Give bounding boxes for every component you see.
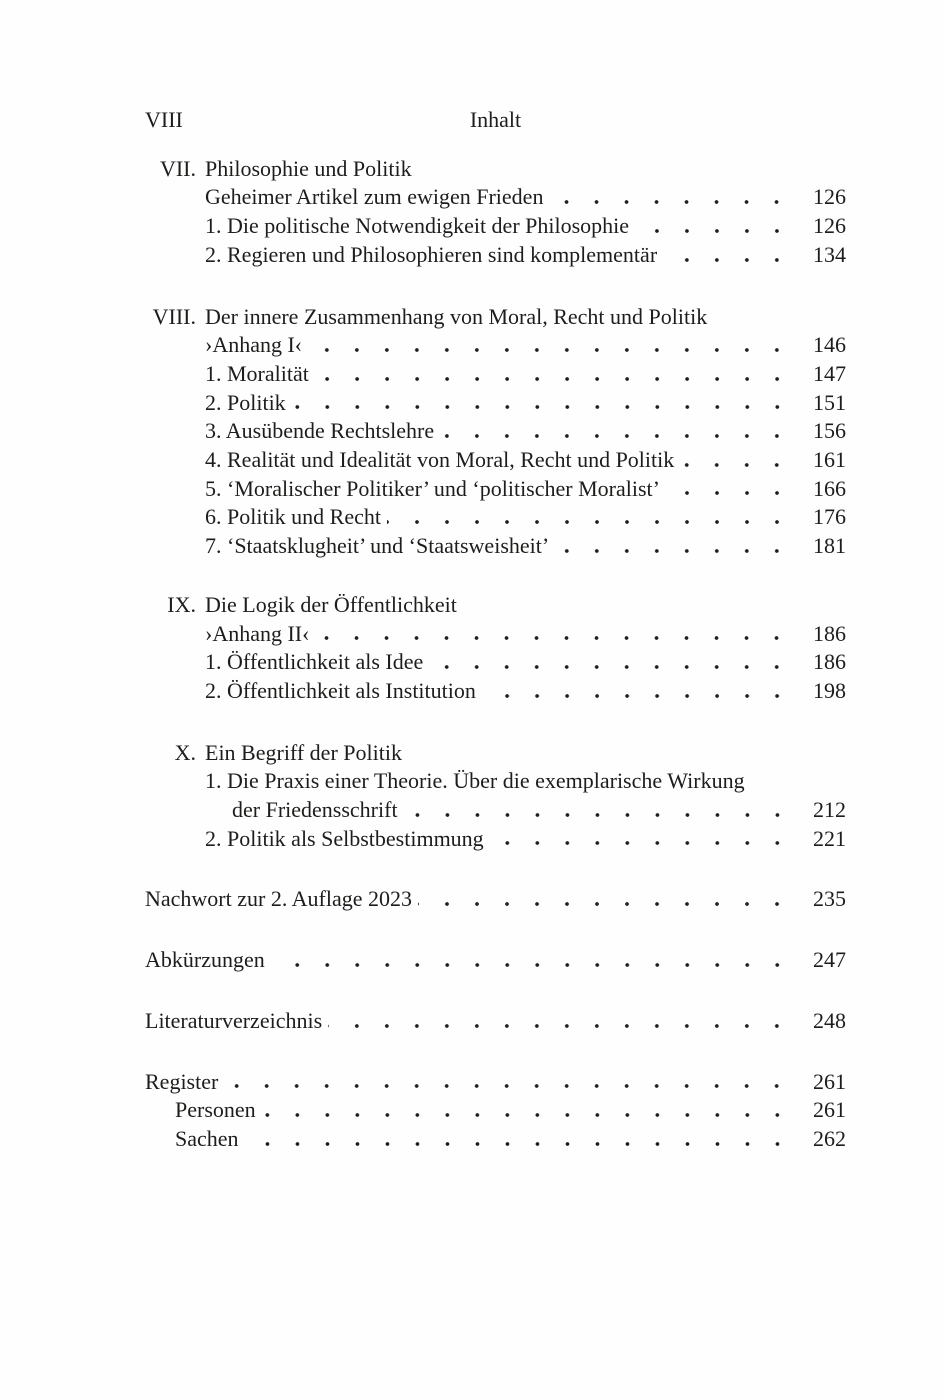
toc-row [145,677,846,706]
dot-leader [262,1096,792,1125]
dot-leader [387,503,792,532]
toc-entry-text: Personen [175,1097,256,1123]
toc-entry-text: 2. Politik als Selbstbestimmung [205,825,484,851]
page-title: Inhalt [469,107,522,132]
section-numeral: VII. [159,155,196,181]
dot-leader [440,417,792,446]
toc-entry-text: 4. Realität und Idealität von Moral, Recht und Politik [205,447,675,473]
toc-page-number: 151 [813,389,846,415]
toc-row [145,331,846,360]
toc-row [145,446,846,475]
toc-page-number: 262 [813,1125,846,1151]
dot-leader [315,620,792,649]
toc-page-number: 198 [813,677,846,703]
toc-entry-text: Die Logik der Öffentlichkeit [205,591,457,617]
section-numeral: IX. [167,591,196,617]
toc-page-number: 166 [813,475,846,501]
toc-entry-text: Philosophie und Politik [205,155,412,181]
dot-leader [271,946,792,975]
toc-entry-text: Register [145,1068,219,1094]
toc-row [145,532,846,561]
toc-entry-text: Ein Begriff der Politik [205,739,402,765]
toc-page-number: 248 [813,1007,846,1033]
toc-entry-text: 1. Die politische Notwendigkeit der Philosophie [205,213,630,239]
toc-page-number: 186 [813,620,846,646]
toc-page-number: 126 [813,213,846,239]
toc-page-number: 161 [813,447,846,473]
toc-page-number: 176 [813,504,846,530]
section-numeral: VIII. [152,303,196,329]
dot-leader [680,446,792,475]
toc-page-number: 261 [813,1068,846,1094]
toc-entry-text: 2. Regieren und Philosophieren sind komplementär [205,241,658,267]
toc-row [145,825,846,854]
toc-entry-text: 2. Politik [205,389,286,415]
toc-entry-text: 1. Moralität [205,360,309,386]
toc-page-number: 212 [813,797,846,823]
toc-row [145,503,846,532]
toc-page-number: 261 [813,1097,846,1123]
toc-entry-text: 6. Politik und Recht [205,504,381,530]
toc-row-abkuerzungen [145,946,846,975]
toc-row [145,303,846,332]
toc-entry-text: der Friedensschrift [232,797,398,823]
toc-entry-text: Abkürzungen [145,947,265,973]
toc-entry-text: Geheimer Artikel zum ewigen Frieden [205,184,544,210]
running-head-folio: VIII [145,107,183,132]
toc-page-number: 147 [813,360,846,386]
toc-entry-text: 1. Öffentlichkeit als Idee [205,649,424,675]
toc-section-ix [145,591,846,706]
toc-row [145,591,846,620]
toc-page-number: 181 [813,533,846,559]
toc-row-sachen [145,1125,846,1154]
dot-leader [245,1125,792,1154]
toc-entry-text: Der innere Zusammenhang von Moral, Recht und Politik [205,303,708,329]
dot-leader [429,648,792,677]
toc-row-literaturverzeichnis [145,1007,846,1036]
toc-entry-text: 5. ‘Moralischer Politiker’ und ‘politischer Moralist’ [205,475,660,501]
toc-row [145,739,846,768]
toc-entry-text: Literaturverzeichnis [145,1007,323,1033]
dot-leader [328,1007,792,1036]
toc-entry-text: 1. Die Praxis einer Theorie. Über die exemplarische Wirkung [205,768,745,794]
section-numeral: X. [174,739,196,765]
toc-row [145,155,846,184]
toc-row [145,360,846,389]
dot-leader [555,532,792,561]
toc-page-number: 235 [813,886,846,912]
toc-row [145,648,846,677]
dot-leader [308,331,792,360]
dot-leader [549,183,792,212]
toc-page-number: 156 [813,418,846,444]
running-head [145,106,846,135]
toc-row [145,620,846,649]
dot-leader [315,360,792,389]
toc-entry-text: ›Anhang II‹ [205,620,310,646]
toc-row [145,183,846,212]
dot-leader [490,825,792,854]
toc-row [145,475,846,504]
toc-row-continuation [145,796,846,825]
toc-page-number: 186 [813,649,846,675]
dot-leader [663,241,792,270]
dot-leader [224,1068,792,1097]
toc-entry-text: Nachwort zur 2. Auflage 2023 [145,886,412,912]
toc-entry-text: 7. ‘Staatsklugheit’ und ‘Staatsweisheit’ [205,533,550,559]
toc-page-number: 146 [813,332,846,358]
toc-page-number: 134 [813,241,846,267]
toc-row [145,212,846,241]
dot-leader [482,677,792,706]
toc-entry-text: 3. Ausübende Rechtslehre [205,418,435,444]
toc-section-vii [145,155,846,270]
toc-page-number: 247 [813,947,846,973]
toc-row-nachwort [145,885,846,914]
dot-leader [292,389,792,418]
toc-row-register [145,1068,846,1097]
toc-page-number: 126 [813,184,846,210]
dot-leader [666,475,792,504]
toc-entry-text: 2. Öffentlichkeit als Institution [205,677,476,703]
toc-row [145,767,846,796]
toc-page-number: 221 [813,825,846,851]
toc-section-viii [145,303,846,561]
dot-leader [404,796,792,825]
toc-section-x [145,739,846,854]
toc-entry-text: ›Anhang I‹ [205,332,303,358]
toc-entry-text: Sachen [175,1125,239,1151]
toc-row [145,417,846,446]
dot-leader [635,212,792,241]
dot-leader [418,885,792,914]
toc-row [145,241,846,270]
toc-row-personen [145,1096,846,1125]
toc-row [145,389,846,418]
